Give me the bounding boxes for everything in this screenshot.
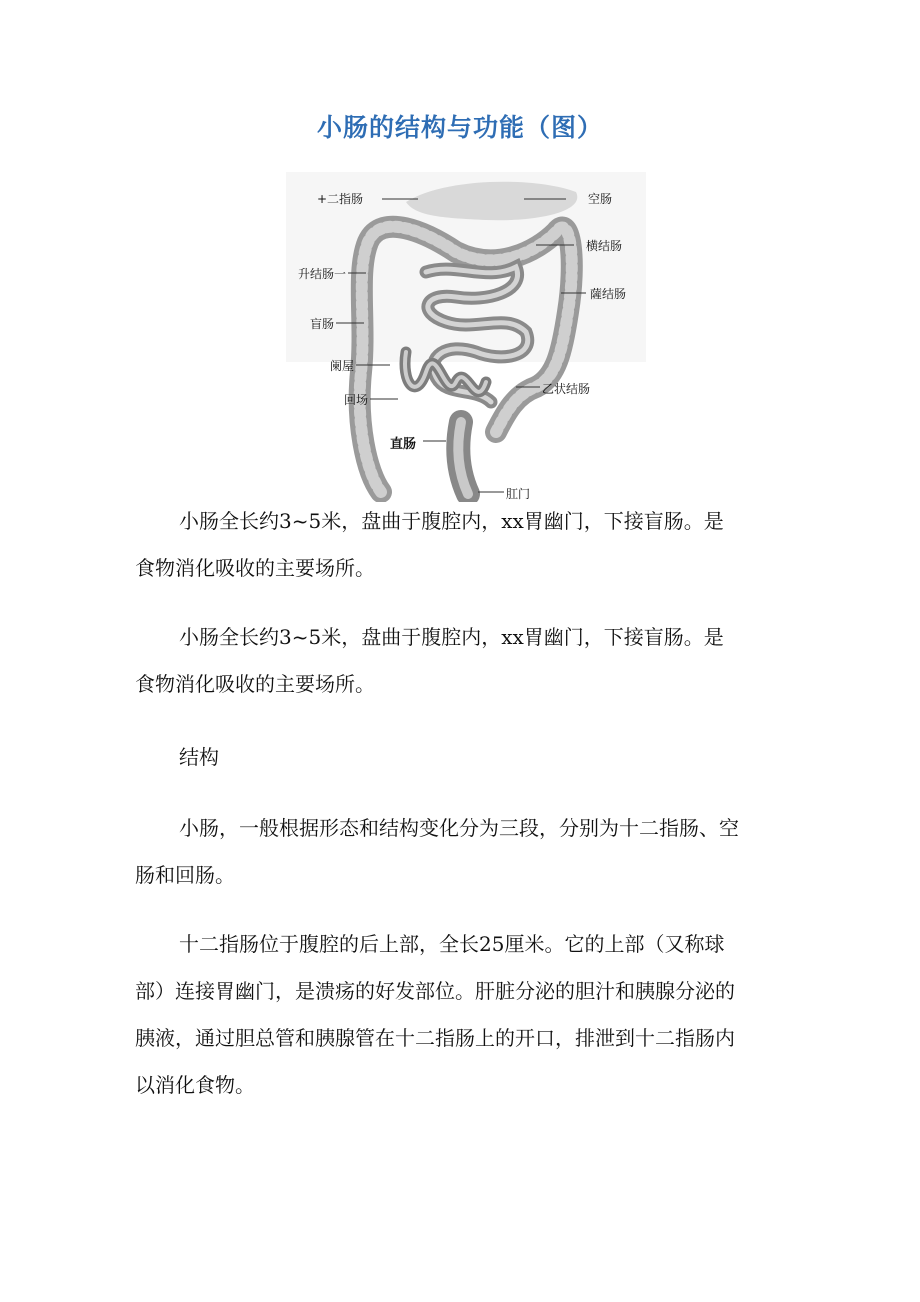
paragraph-1-line-1: 小肠全长约3~5米，盘曲于腹腔内，xx胃幽门，下接盲肠。是 xyxy=(179,509,724,533)
paragraph-4-line-4: 以消化食物。 xyxy=(135,1073,255,1097)
paragraph-4-line-2: 部）连接胃幽门，是溃疡的好发部位。肝脏分泌的胆汁和胰腺分泌的 xyxy=(135,979,735,1003)
label-cecum: 盲肠 xyxy=(310,317,335,331)
section-heading xyxy=(135,734,795,781)
label-anus: 肛门 xyxy=(506,487,531,501)
intestine-illustration xyxy=(286,172,646,502)
heading-structure: 结构 xyxy=(179,745,219,769)
paragraph-1-line-2: 食物消化吸收的主要场所。 xyxy=(135,556,375,580)
paragraph-2 xyxy=(135,614,795,708)
label-duodenum: +二指肠 xyxy=(317,192,364,206)
label-appendix: 阑屋 xyxy=(330,359,355,373)
paragraph-2-line-1: 小肠全长约3~5米，盘曲于腹腔内，xx胃幽门，下接盲肠。是 xyxy=(179,625,724,649)
label-ileum: 回场 xyxy=(344,393,369,407)
page-title: 小肠的结构与功能（图） xyxy=(316,113,603,142)
label-transverse-colon: 横结肠 xyxy=(586,239,623,253)
paragraph-3 xyxy=(135,805,795,899)
paragraph-4-line-1: 十二指肠位于腹腔的后上部，全长25厘米。它的上部（又称球 xyxy=(179,932,725,956)
label-descending-colon: 薩结肠 xyxy=(590,287,627,301)
paragraph-4-line-3: 胰液，通过胆总管和胰腺管在十二指肠上的开口，排泄到十二指肠内 xyxy=(135,1026,735,1050)
paragraph-3-line-1: 小肠，一般根据形态和结构变化分为三段，分别为十二指肠、空 xyxy=(179,816,739,840)
paragraph-3-line-2: 肠和回肠。 xyxy=(135,863,235,887)
label-sigmoid-colon: 乙状结肠 xyxy=(542,382,591,396)
label-jejunum: 空肠 xyxy=(588,192,613,206)
label-rectum: 直肠 xyxy=(390,437,417,452)
paragraph-2-line-2: 食物消化吸收的主要场所。 xyxy=(135,672,375,696)
paragraph-1 xyxy=(135,498,795,592)
paragraph-4 xyxy=(135,921,795,1109)
intestine-diagram xyxy=(286,172,646,502)
label-ascending-colon: 升结肠一 xyxy=(298,267,347,281)
